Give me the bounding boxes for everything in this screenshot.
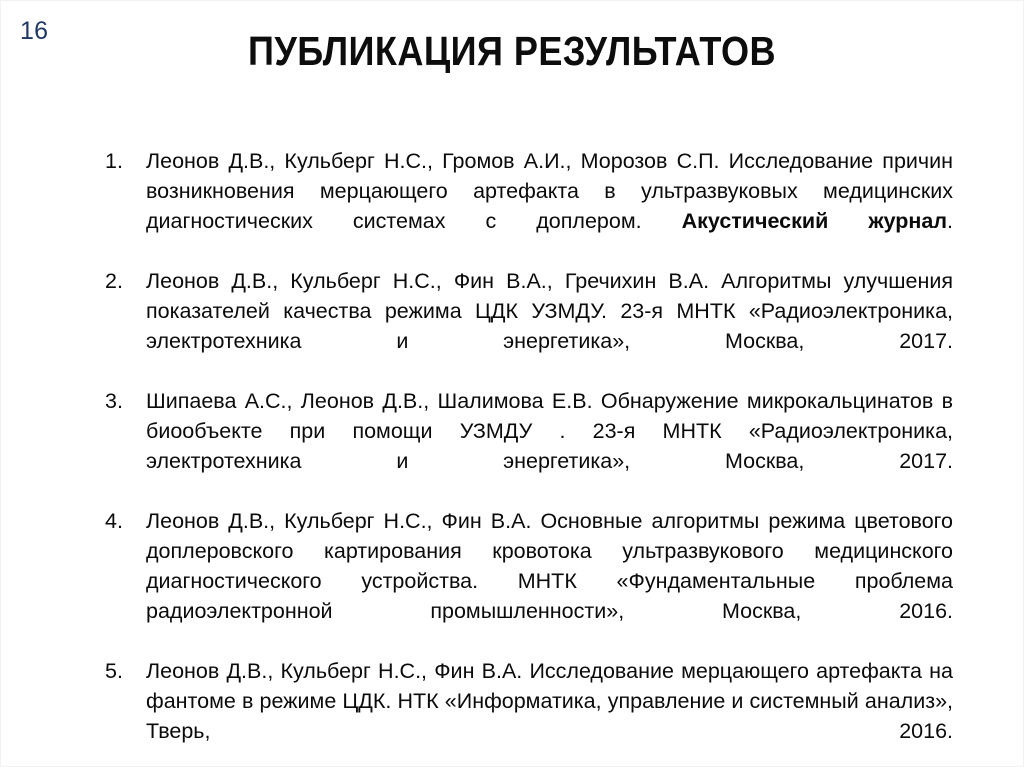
- list-item-number: 2.: [105, 269, 123, 293]
- list-item: [105, 506, 953, 656]
- list-item-text: [146, 146, 953, 266]
- page-title-text: ПУБЛИКАЦИЯ РЕЗУЛЬТАТОВ: [247, 28, 776, 75]
- list-item-text: Леонов Д.В., Кульберг Н.С., Фин В.А. Исследование мерцающего артефакта на фантоме в режиме ЦДК. НТК «Информатика, управление и системный анализ», Тверь, 2016.: [146, 659, 953, 743]
- list-item-number: 5.: [105, 659, 123, 683]
- list-item-text-plain: Леонов Д.В., Кульберг Н.С., Громов А.И., Морозов С.П. Исследование причин возникновения мерцающего артефакта в ультразвуковых медицинских диагностических системах с доплером.: [146, 149, 953, 233]
- list-item: [105, 266, 953, 386]
- page-title: [71, 23, 953, 81]
- list-item-number: 3.: [105, 389, 123, 413]
- list-item-text: Шипаева А.С., Леонов Д.В., Шалимова Е.В. Обнаружение микрокальцинатов в биообъекте при помощи УЗМДУ . 23-я МНТК «Радиоэлектроника, электротехника и энергетика», Москва, 2017.: [146, 389, 953, 473]
- publications-list: [105, 146, 953, 767]
- list-item-journal-name: Акустический журнал: [681, 209, 948, 233]
- list-item-number: 4.: [105, 509, 123, 533]
- list-item-number: 1.: [105, 149, 123, 173]
- list-item-text-suffix: .: [947, 209, 953, 233]
- list-item-text: Леонов Д.В., Кульберг Н.С., Фин В.А. Основные алгоритмы режима цветового доплеровского картирования кровотока ультразвукового медицинского диагностического устройства. МНТК «Фундаментальные проблема радиоэлектронной промышленности», Москва, 2016.: [146, 509, 953, 623]
- list-item: [105, 386, 953, 506]
- list-item: [105, 146, 953, 266]
- list-item-text: Леонов Д.В., Кульберг Н.С., Фин В.А., Гречихин В.А. Алгоритмы улучшения показателей качества режима ЦДК УЗМДУ. 23-я МНТК «Радиоэлектроника, электротехника и энергетика», Москва, 2017.: [146, 269, 953, 353]
- list-item: [105, 656, 953, 767]
- page-number: 16: [20, 17, 49, 45]
